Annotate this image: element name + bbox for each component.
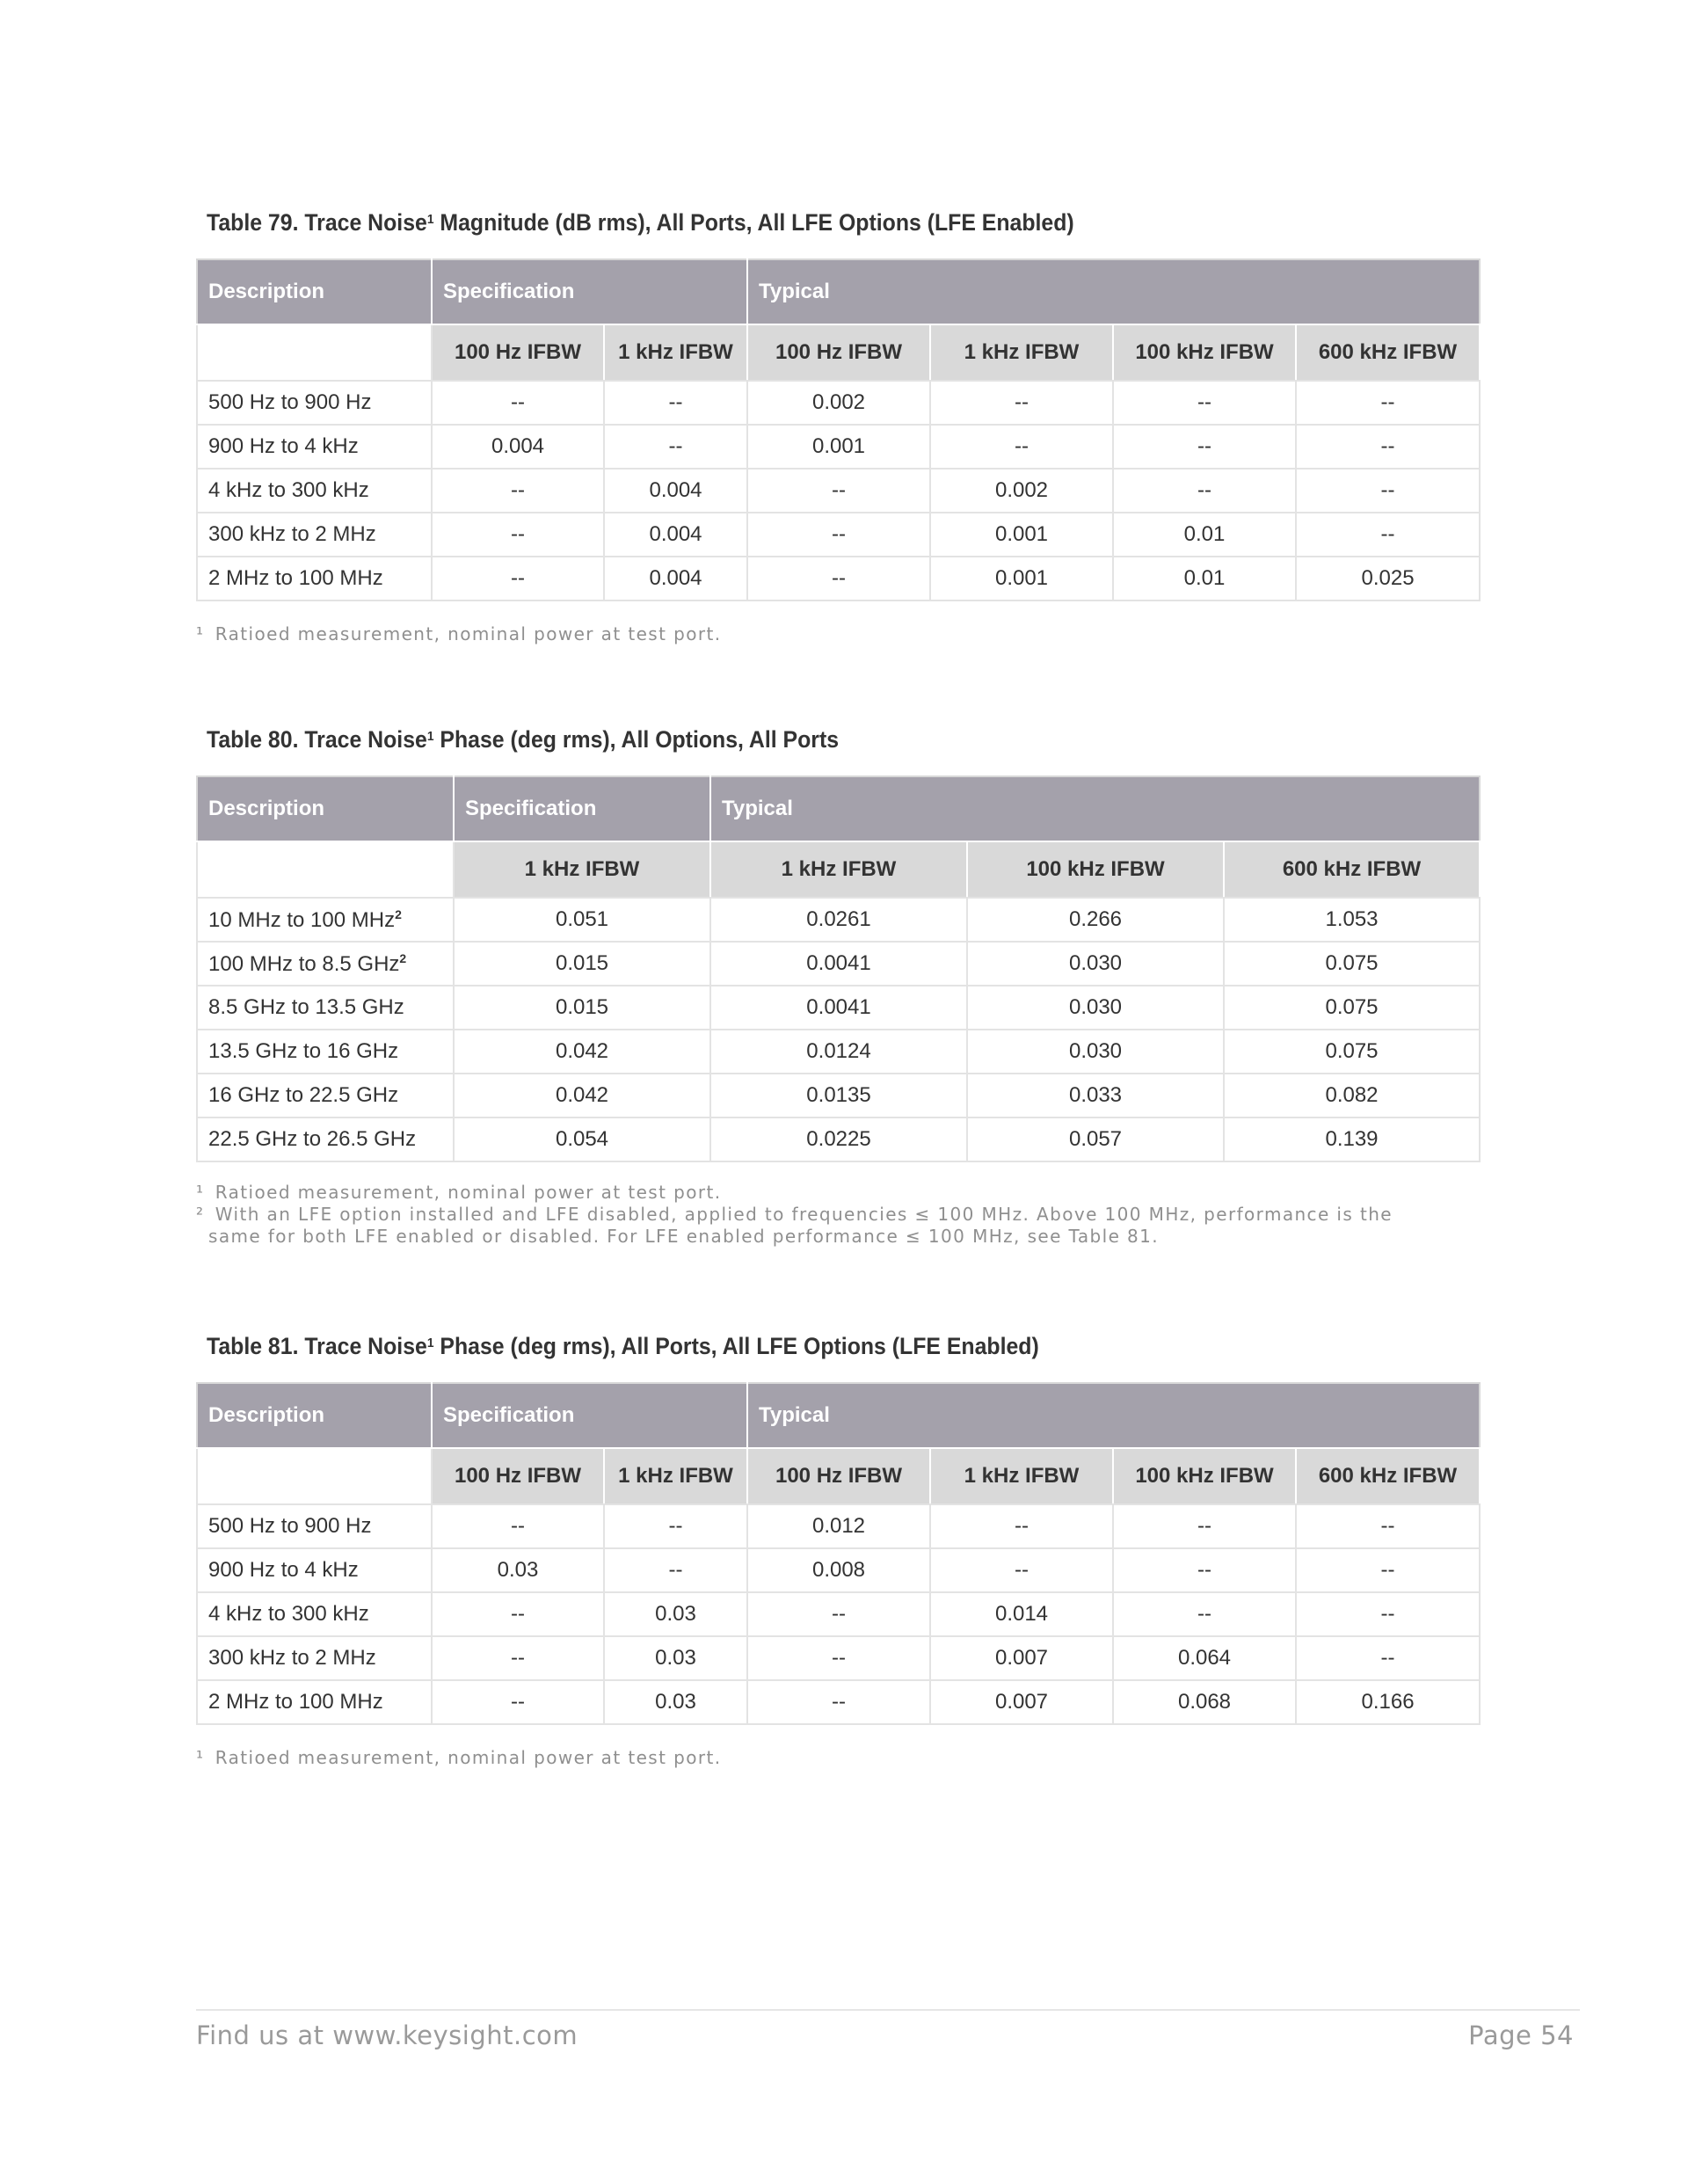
table-cell: 0.007 <box>930 1636 1113 1680</box>
table-cell: 0.0225 <box>710 1117 967 1161</box>
table-cell: 0.0041 <box>710 942 967 986</box>
table-cell: 0.03 <box>604 1680 747 1724</box>
table-cell: -- <box>1296 1548 1480 1592</box>
table-title: Table 81. Trace Noise$^1$ Phase (deg rms), All Ports, All LFE Options (LFE Enabled) <box>207 1333 1039 1359</box>
row-description <box>197 469 432 513</box>
table-cell: 0.001 <box>747 425 930 469</box>
table-cell: -- <box>930 425 1113 469</box>
table-row <box>197 1548 1480 1592</box>
sub-header: 1 kHz IFBW <box>604 324 747 381</box>
table-cell: -- <box>432 469 604 513</box>
table-cell: 0.004 <box>604 469 747 513</box>
row-description <box>197 1030 454 1074</box>
table-cell: 0.030 <box>967 986 1224 1030</box>
footnotes <box>196 1747 1479 1769</box>
sub-header: 1 kHz IFBW <box>930 324 1113 381</box>
table-81 <box>196 1382 1481 1725</box>
footnote-text: With an LFE option installed and LFE disabled, applied to frequencies ≤ 100 MHz. Above 100 MHz, performance is the <box>215 1204 1393 1225</box>
table-row <box>197 1504 1480 1548</box>
row-description-text: 2 MHz to 100 MHz <box>208 566 383 590</box>
table-cell: -- <box>432 1636 604 1680</box>
table-cell: 0.004 <box>604 557 747 601</box>
footnote-ref: 2 <box>399 950 407 965</box>
sub-header: 100 kHz IFBW <box>1113 1448 1296 1504</box>
table-cell: 0.054 <box>454 1117 710 1161</box>
table-cell: -- <box>930 1548 1113 1592</box>
header-specification: Specification <box>454 776 710 841</box>
footnote <box>196 1747 1479 1769</box>
row-description-text: 8.5 GHz to 13.5 GHz <box>208 995 404 1019</box>
row-description-text: 100 MHz to 8.5 GHz <box>208 951 400 976</box>
table-row <box>197 986 1480 1030</box>
table-cell: 0.0135 <box>710 1074 967 1117</box>
table-cell: 0.004 <box>432 425 604 469</box>
table-cell: -- <box>1296 513 1480 557</box>
footnote <box>196 1182 1479 1204</box>
table-row <box>197 1030 1480 1074</box>
sub-header: 600 kHz IFBW <box>1224 841 1480 898</box>
table-cell: -- <box>604 1548 747 1592</box>
row-description-text: 4 kHz to 300 kHz <box>208 1602 369 1626</box>
table-cell: -- <box>1296 1592 1480 1636</box>
table-row <box>197 469 1480 513</box>
table-cell: 0.03 <box>604 1592 747 1636</box>
table-cell: 0.082 <box>1224 1074 1480 1117</box>
table-cell: -- <box>604 1504 747 1548</box>
table-cell: 0.266 <box>967 898 1224 942</box>
footnote-text: Ratioed measurement, nominal power at test port. <box>215 623 722 644</box>
table-cell: 0.030 <box>967 942 1224 986</box>
row-description <box>197 1636 432 1680</box>
footnote <box>196 1204 1479 1226</box>
table-cell: -- <box>747 1680 930 1724</box>
row-description <box>197 1680 432 1724</box>
table-80 <box>196 775 1481 1162</box>
table-row <box>197 425 1480 469</box>
table-title: Table 79. Trace Noise$^1$ Magnitude (dB rms), All Ports, All LFE Options (LFE Enabled) <box>207 209 1074 236</box>
table-cell: -- <box>747 469 930 513</box>
table-cell: -- <box>747 1592 930 1636</box>
table-81-section <box>196 1326 1479 1769</box>
table-cell: 0.008 <box>747 1548 930 1592</box>
row-description-text: 900 Hz to 4 kHz <box>208 1558 359 1582</box>
row-description <box>197 557 432 601</box>
table-row <box>197 942 1480 986</box>
table-cell: 0.01 <box>1113 513 1296 557</box>
sub-header: 100 Hz IFBW <box>432 324 604 381</box>
table-cell: 0.01 <box>1113 557 1296 601</box>
sub-header: 100 kHz IFBW <box>1113 324 1296 381</box>
sub-header: 600 kHz IFBW <box>1296 324 1480 381</box>
footer-website[interactable]: Find us at www.keysight.com <box>196 2020 578 2050</box>
row-description <box>197 942 454 986</box>
table-row <box>197 513 1480 557</box>
row-description <box>197 381 432 425</box>
table-cell: 0.0041 <box>710 986 967 1030</box>
sub-header: 100 kHz IFBW <box>967 841 1224 898</box>
header-blank <box>197 1448 432 1504</box>
header-typical: Typical <box>710 776 1480 841</box>
header-blank <box>197 324 432 381</box>
table-row <box>197 557 1480 601</box>
group-header-row <box>197 259 1480 324</box>
table-cell: -- <box>604 425 747 469</box>
sub-header: 1 kHz IFBW <box>604 1448 747 1504</box>
sub-header: 600 kHz IFBW <box>1296 1448 1480 1504</box>
header-description: Description <box>197 1383 432 1448</box>
row-description-text: 300 kHz to 2 MHz <box>208 1646 376 1670</box>
row-description-text: 16 GHz to 22.5 GHz <box>208 1083 399 1107</box>
footnote-mark: ² <box>196 1204 205 1225</box>
row-description-text: 2 MHz to 100 MHz <box>208 1690 383 1714</box>
group-header-row <box>197 776 1480 841</box>
table-cell: -- <box>432 1504 604 1548</box>
row-description-text: 13.5 GHz to 16 GHz <box>208 1039 399 1063</box>
table-cell: -- <box>432 1592 604 1636</box>
sub-header: 1 kHz IFBW <box>710 841 967 898</box>
header-specification: Specification <box>432 259 747 324</box>
table-row <box>197 1592 1480 1636</box>
table-cell: 0.001 <box>930 513 1113 557</box>
header-typical: Typical <box>747 1383 1480 1448</box>
table-cell: -- <box>1296 1504 1480 1548</box>
table-cell: -- <box>1296 1636 1480 1680</box>
table-cell: 0.014 <box>930 1592 1113 1636</box>
table-cell: -- <box>1113 469 1296 513</box>
row-description <box>197 1548 432 1592</box>
table-cell: -- <box>1113 425 1296 469</box>
table-row <box>197 898 1480 942</box>
row-description <box>197 1504 432 1548</box>
table-cell: -- <box>747 557 930 601</box>
table-cell: 0.004 <box>604 513 747 557</box>
sub-header: 1 kHz IFBW <box>930 1448 1113 1504</box>
footnotes <box>196 623 1479 645</box>
footnote-mark: ¹ <box>196 1747 205 1768</box>
table-79 <box>196 258 1481 601</box>
table-cell: 0.0261 <box>710 898 967 942</box>
table-cell: 0.002 <box>747 381 930 425</box>
group-header-row <box>197 1383 1480 1448</box>
row-description <box>197 1117 454 1161</box>
table-cell: 0.057 <box>967 1117 1224 1161</box>
row-description-text: 500 Hz to 900 Hz <box>208 1514 372 1538</box>
table-cell: 0.139 <box>1224 1117 1480 1161</box>
row-description <box>197 425 432 469</box>
table-cell: -- <box>432 513 604 557</box>
footnotes <box>196 1182 1479 1248</box>
table-79-section <box>196 202 1479 645</box>
row-description <box>197 898 454 942</box>
table-cell: -- <box>432 1680 604 1724</box>
row-description-text: 10 MHz to 100 MHz <box>208 907 396 932</box>
table-title: Table 80. Trace Noise$^1$ Phase (deg rms), All Options, All Ports <box>207 726 840 753</box>
sub-header-row <box>197 1448 1480 1504</box>
table-cell: 0.075 <box>1224 986 1480 1030</box>
row-description-text: 22.5 GHz to 26.5 GHz <box>208 1127 417 1151</box>
table-cell: -- <box>432 381 604 425</box>
table-cell: 0.075 <box>1224 942 1480 986</box>
header-typical: Typical <box>747 259 1480 324</box>
table-cell: 0.051 <box>454 898 710 942</box>
table-cell: 0.042 <box>454 1074 710 1117</box>
table-cell: 0.007 <box>930 1680 1113 1724</box>
table-cell: 0.064 <box>1113 1636 1296 1680</box>
table-cell: 0.033 <box>967 1074 1224 1117</box>
table-cell: -- <box>604 381 747 425</box>
sub-header: 100 Hz IFBW <box>747 1448 930 1504</box>
row-description-text: 300 kHz to 2 MHz <box>208 522 376 546</box>
table-80-section <box>196 719 1479 1248</box>
sub-header: 100 Hz IFBW <box>432 1448 604 1504</box>
table-cell: 0.015 <box>454 942 710 986</box>
sub-header: 100 Hz IFBW <box>747 324 930 381</box>
footer-divider <box>196 2009 1580 2011</box>
header-description: Description <box>197 776 454 841</box>
footnote-text: Ratioed measurement, nominal power at test port. <box>215 1747 722 1768</box>
table-cell: 0.068 <box>1113 1680 1296 1724</box>
row-description-text: 500 Hz to 900 Hz <box>208 390 372 414</box>
table-cell: -- <box>747 1636 930 1680</box>
footnote-mark: ¹ <box>196 623 205 644</box>
table-cell: 0.03 <box>604 1636 747 1680</box>
table-cell: 0.012 <box>747 1504 930 1548</box>
table-cell: 0.025 <box>1296 557 1480 601</box>
table-cell: -- <box>1113 1504 1296 1548</box>
table-row <box>197 1074 1480 1117</box>
table-cell: 1.053 <box>1224 898 1480 942</box>
table-cell: -- <box>1296 425 1480 469</box>
header-specification: Specification <box>432 1383 747 1448</box>
table-cell: 0.042 <box>454 1030 710 1074</box>
table-cell: -- <box>432 557 604 601</box>
table-cell: 0.015 <box>454 986 710 1030</box>
row-description <box>197 513 432 557</box>
table-row <box>197 1117 1480 1161</box>
table-cell: -- <box>1296 381 1480 425</box>
sub-header-row <box>197 324 1480 381</box>
footnote-continuation: same for both LFE enabled or disabled. For LFE enabled performance ≤ 100 MHz, see Table 81. <box>208 1226 1160 1247</box>
row-description-text: 900 Hz to 4 kHz <box>208 434 359 458</box>
table-cell: 0.166 <box>1296 1680 1480 1724</box>
footnote-text: Ratioed measurement, nominal power at test port. <box>215 1182 722 1203</box>
table-cell: 0.075 <box>1224 1030 1480 1074</box>
row-description <box>197 1592 432 1636</box>
table-cell: -- <box>1113 1592 1296 1636</box>
table-cell: 0.030 <box>967 1030 1224 1074</box>
table-cell: -- <box>747 513 930 557</box>
row-description <box>197 1074 454 1117</box>
table-row <box>197 1636 1480 1680</box>
table-cell: -- <box>1113 381 1296 425</box>
footnote <box>196 623 1479 645</box>
footnote-ref: 2 <box>395 906 402 921</box>
table-cell: 0.03 <box>432 1548 604 1592</box>
table-row <box>197 381 1480 425</box>
header-description: Description <box>197 259 432 324</box>
table-cell: -- <box>930 381 1113 425</box>
table-cell: -- <box>930 1504 1113 1548</box>
table-cell: 0.001 <box>930 557 1113 601</box>
sub-header-row <box>197 841 1480 898</box>
row-description <box>197 986 454 1030</box>
table-cell: 0.0124 <box>710 1030 967 1074</box>
row-description-text: 4 kHz to 300 kHz <box>208 478 369 502</box>
sub-header: 1 kHz IFBW <box>454 841 710 898</box>
header-blank <box>197 841 454 898</box>
table-cell: 0.002 <box>930 469 1113 513</box>
table-cell: -- <box>1113 1548 1296 1592</box>
table-cell: -- <box>1296 469 1480 513</box>
table-row <box>197 1680 1480 1724</box>
footnote-mark: ¹ <box>196 1182 205 1203</box>
footer-page-number: Page 54 <box>1468 2020 1574 2050</box>
